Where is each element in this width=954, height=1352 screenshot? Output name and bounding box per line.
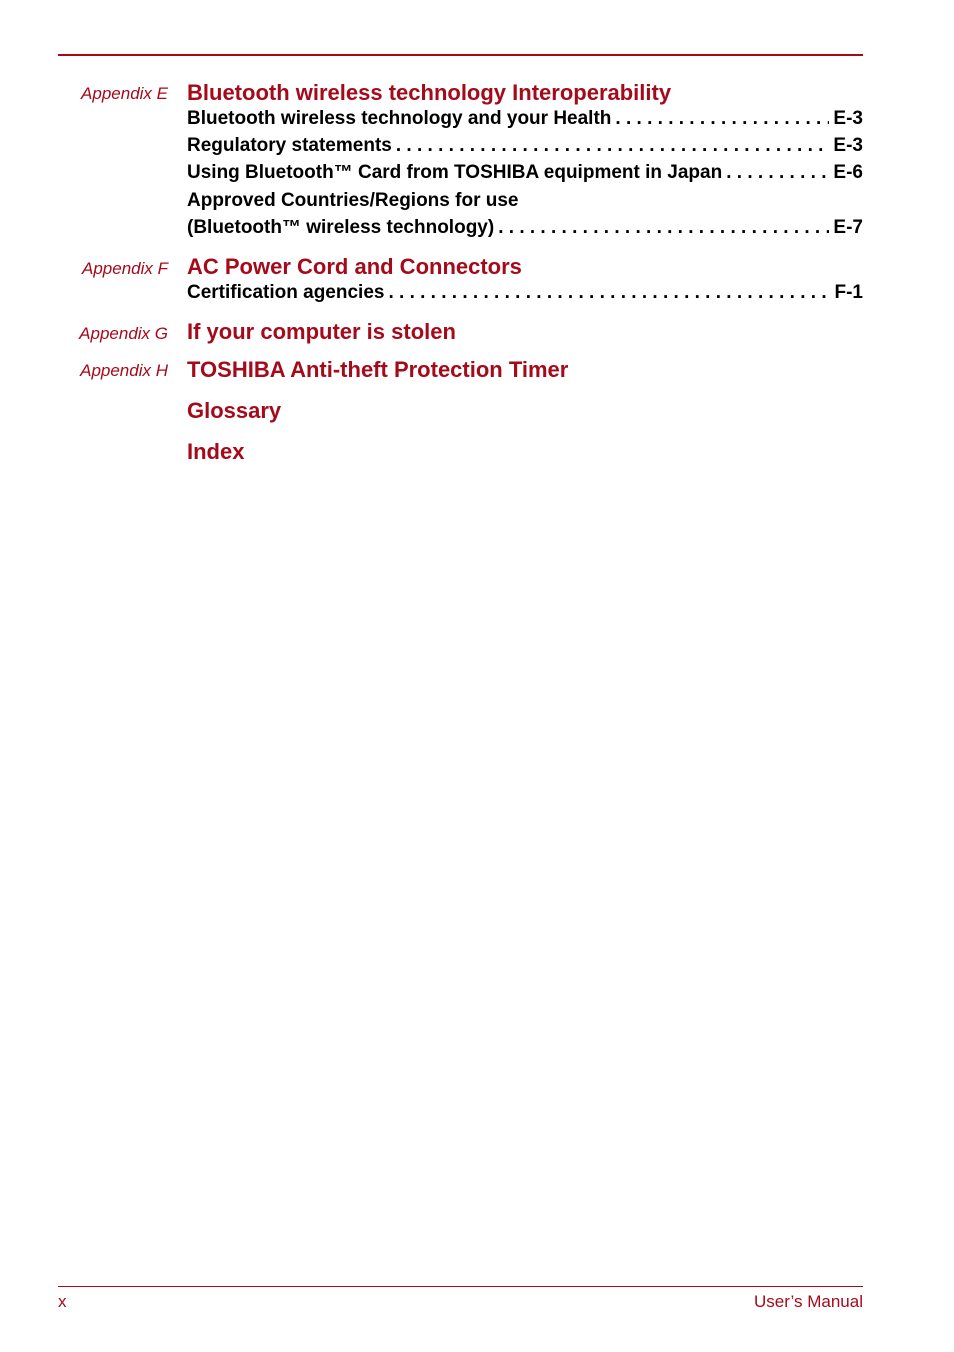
toc-entry[interactable] [187,217,863,239]
dot-leader [498,217,829,239]
appendix-e-title[interactable]: Bluetooth wireless technology Interoperability [187,80,672,105]
appendix-f-title[interactable]: AC Power Cord and Connectors [187,254,522,279]
toc-entry-page: E-3 [833,108,863,129]
dot-leader [615,108,829,130]
appendix-g-label: Appendix G [79,324,168,343]
toc-entry-page: E-7 [833,217,863,238]
page-number: x [58,1292,67,1311]
header-rule [58,54,863,56]
dot-leader [388,282,830,304]
glossary-title[interactable]: Glossary [187,398,282,423]
toc-entry-text: (Bluetooth™ wireless technology) [187,217,495,238]
toc-entry[interactable] [187,135,863,157]
toc-entry[interactable] [187,108,863,130]
index-title[interactable]: Index [187,439,245,464]
appendix-h-label: Appendix H [80,361,168,380]
footer-rule [58,1286,863,1287]
appendix-e-label: Appendix E [81,84,168,103]
dot-leader [396,135,830,157]
toc-entry-text-line1[interactable]: Approved Countries/Regions for use [187,190,519,211]
toc-entry-text: Using Bluetooth™ Card from TOSHIBA equipment in Japan [187,162,723,183]
manual-title: User’s Manual [754,1292,863,1311]
toc-entry[interactable] [187,162,863,184]
appendix-g-title[interactable]: If your computer is stolen [187,319,456,344]
appendix-h-title[interactable]: TOSHIBA Anti-theft Protection Timer [187,357,569,382]
toc-entry-page: F-1 [834,282,863,303]
toc-entry-text: Certification agencies [187,282,385,303]
toc-entry-page: E-6 [833,162,863,183]
dot-leader [726,162,829,184]
toc-entry-text: Bluetooth wireless technology and your Health [187,108,612,129]
toc-entry-page: E-3 [833,135,863,156]
appendix-f-label: Appendix F [82,259,168,278]
toc-entry-text: Regulatory statements [187,135,392,156]
toc-entry[interactable] [187,282,863,304]
